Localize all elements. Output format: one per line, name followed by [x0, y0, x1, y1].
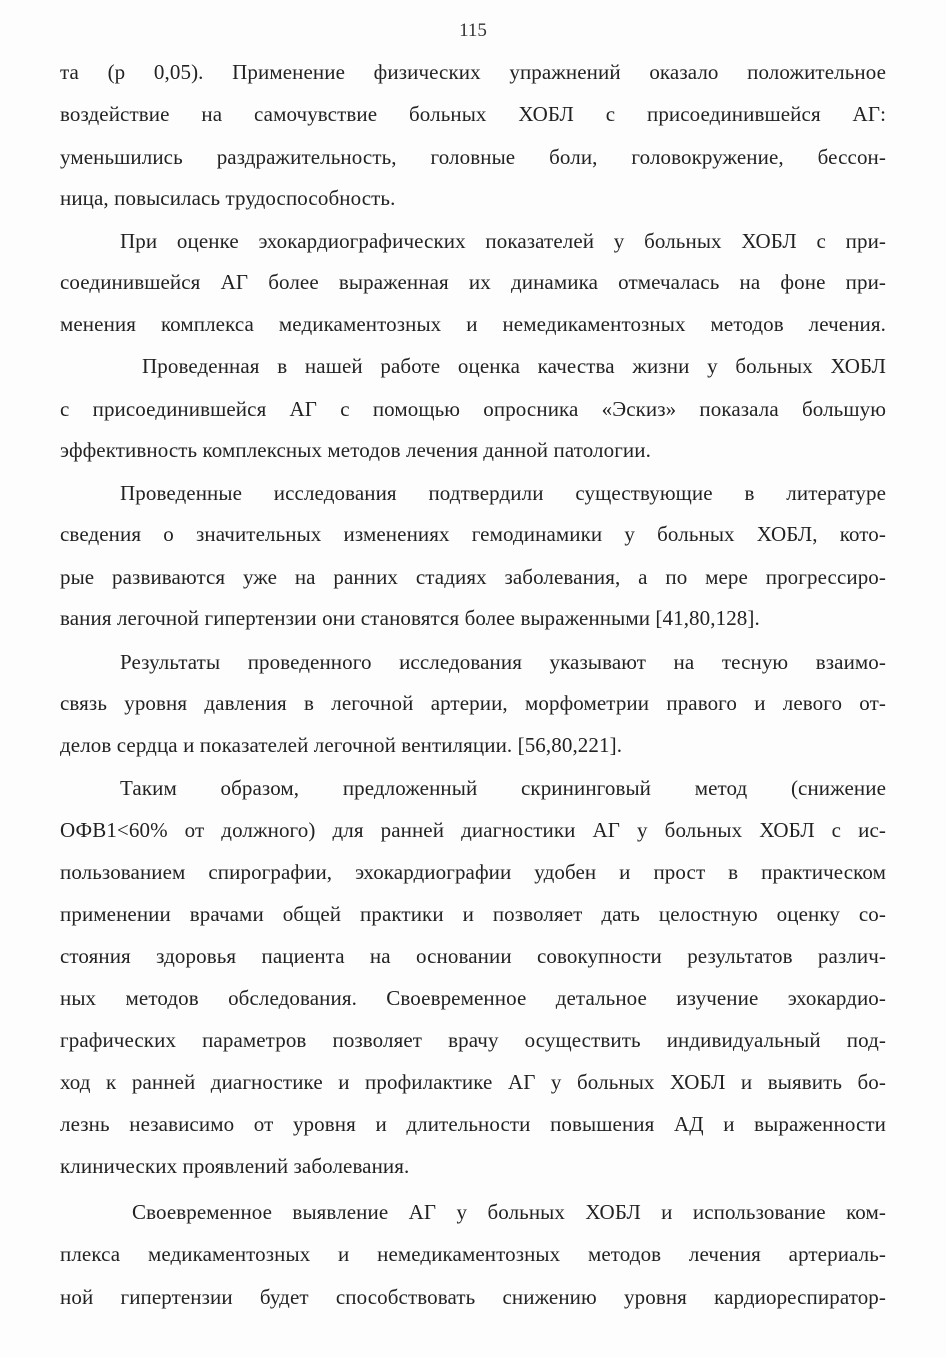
text-line: сведения о значительных изменениях гемодинамики у больных ХОБЛ, кото-: [60, 522, 886, 546]
text-line: эффективность комплексных методов лечения данной патологии.: [60, 438, 651, 462]
text-line: вания легочной гипертензии они становятся более выраженными [41,80,128].: [60, 606, 760, 630]
text-line: уменьшились раздражительность, головные боли, головокружение, бессон-: [60, 145, 886, 169]
text-line: с присоединившейся АГ с помощью опросника «Эскиз» показала большую: [60, 397, 886, 421]
text-line: При оценке эхокардиографических показателей у больных ХОБЛ с при-: [120, 229, 886, 253]
text-line: Своевременное выявление АГ у больных ХОБЛ и использование ком-: [132, 1200, 886, 1224]
text-line: делов сердца и показателей легочной вентиляции. [56,80,221].: [60, 733, 623, 757]
text-line: менения комплекса медикаментозных и немедикаментозных методов лечения.: [60, 312, 886, 336]
text-line: Результаты проведенного исследования указывают на тесную взаимо-: [120, 650, 886, 674]
text-line: Таким образом, предложенный скрининговый метод (снижение: [120, 776, 886, 800]
text-line: ной гипертензии будет способствовать снижению уровня кардиореспиратор-: [60, 1285, 886, 1309]
text-line: та (р 0,05). Применение физических упражнений оказало положительное: [60, 60, 886, 84]
page-number: 115: [459, 20, 487, 41]
text-line: рые развиваются уже на ранних стадиях заболевания, а по мере прогрессиро-: [60, 565, 886, 589]
text-line: применении врачами общей практики и позволяет дать целостную оценку со-: [60, 902, 886, 926]
text-line: графических параметров позволяет врачу осуществить индивидуальный под-: [60, 1028, 886, 1052]
text-line: плекса медикаментозных и немедикаментозных методов лечения артериаль-: [60, 1242, 886, 1266]
text-line: клинических проявлений заболевания.: [60, 1154, 410, 1178]
text-line: ных методов обследования. Своевременное детальное изучение эхокардио-: [60, 986, 886, 1010]
text-line: связь уровня давления в легочной артерии, морфометрии правого и левого от-: [60, 691, 886, 715]
text-line: лезнь независимо от уровня и длительности повышения АД и выраженности: [60, 1112, 886, 1136]
text-line: ница, повысилась трудоспособность.: [60, 186, 396, 210]
text-line: стояния здоровья пациента на основании совокупности результатов различ-: [60, 944, 886, 968]
text-line: Проведенная в нашей работе оценка качества жизни у больных ХОБЛ: [142, 354, 886, 378]
text-line: ход к ранней диагностике и профилактике АГ у больных ХОБЛ и выявить бо-: [60, 1070, 886, 1094]
text-line: пользованием спирографии, эхокардиографии удобен и прост в практическом: [60, 860, 886, 884]
text-line: соединившейся АГ более выраженная их динамика отмечалась на фоне при-: [60, 270, 886, 294]
text-line: ОФВ1<60% от должного) для ранней диагностики АГ у больных ХОБЛ с ис-: [60, 818, 886, 842]
text-line: воздействие на самочувствие больных ХОБЛ с присоединившейся АГ:: [60, 102, 886, 126]
text-line: Проведенные исследования подтвердили существующие в литературе: [120, 481, 886, 505]
